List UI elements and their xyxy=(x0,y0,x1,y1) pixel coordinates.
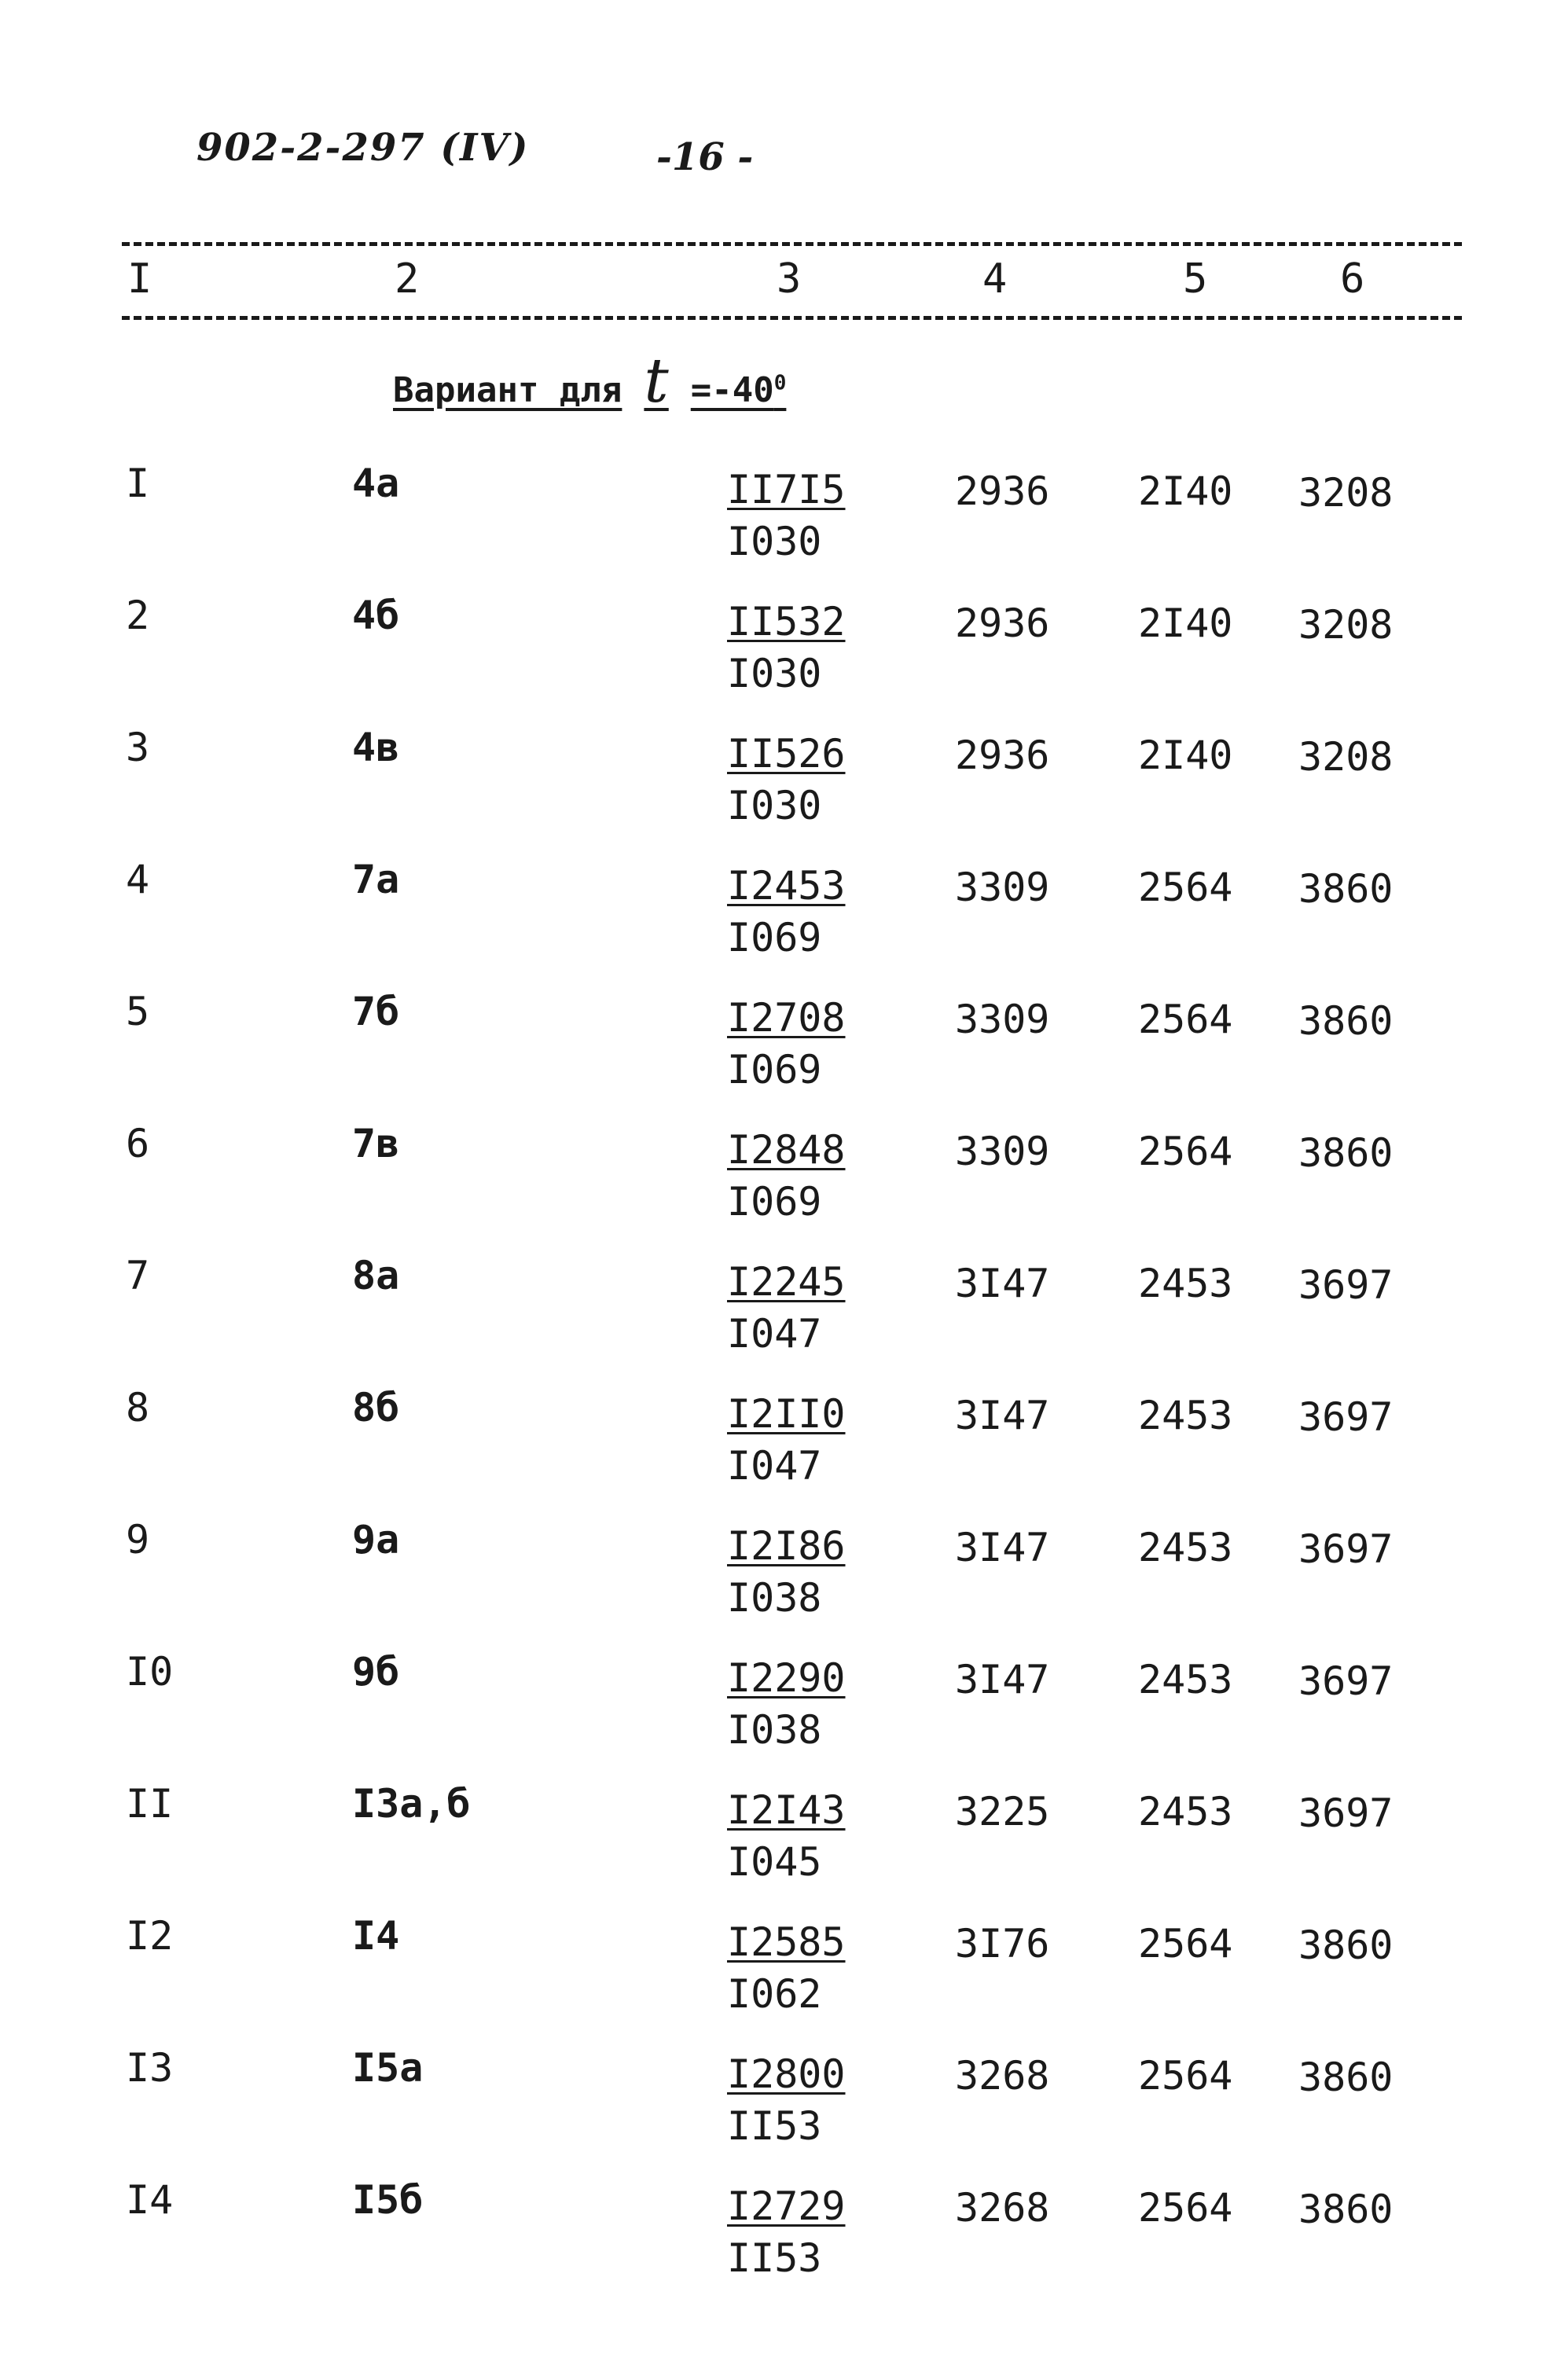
value-col-6: 3697 xyxy=(1298,1790,1394,1836)
fraction-numerator: I2I86 xyxy=(727,1523,846,1569)
value-col-5: 2I40 xyxy=(1138,733,1233,778)
fraction-numerator: I2708 xyxy=(727,995,846,1041)
value-col-6: 3208 xyxy=(1298,470,1394,516)
value-col-4: 3309 xyxy=(955,1129,1050,1174)
fraction-numerator: I2800 xyxy=(727,2051,846,2097)
fraction-denominator: I030 xyxy=(727,651,822,696)
value-col-4: 3309 xyxy=(955,865,1050,910)
row-type: 7б xyxy=(352,989,400,1034)
fraction-denominator: I038 xyxy=(727,1575,822,1621)
fraction-cell xyxy=(727,1127,846,1225)
fraction-cell xyxy=(727,1259,846,1357)
row-number: 5 xyxy=(126,989,150,1034)
fraction-numerator: I2245 xyxy=(727,1259,846,1305)
fraction-cell xyxy=(727,995,846,1093)
value-col-4: 3I47 xyxy=(955,1261,1050,1306)
fraction-cell xyxy=(727,1655,846,1753)
value-col-5: 2564 xyxy=(1138,1129,1233,1174)
column-header-4: 4 xyxy=(982,255,1008,303)
value-col-6: 3697 xyxy=(1298,1658,1394,1704)
row-type: I4 xyxy=(352,1913,400,1959)
value-col-5: 2I40 xyxy=(1138,600,1233,646)
value-col-5: 2453 xyxy=(1138,1525,1233,1570)
fraction-numerator: I2729 xyxy=(727,2183,846,2229)
value-col-6: 3860 xyxy=(1298,866,1394,912)
value-col-6: 3860 xyxy=(1298,1922,1394,1968)
degree-mark: 0 xyxy=(773,371,787,395)
value-col-5: 2564 xyxy=(1138,2053,1233,2099)
fraction-cell xyxy=(727,863,846,960)
row-number: I4 xyxy=(126,2177,174,2223)
header-rule-top xyxy=(122,242,1462,246)
fraction-numerator: I2453 xyxy=(727,863,846,909)
fraction-denominator: I062 xyxy=(727,1971,822,2017)
page-number: -16 - xyxy=(656,135,754,179)
row-type: 7а xyxy=(352,857,400,902)
header-rule-bottom xyxy=(122,316,1462,320)
value-col-5: 2I40 xyxy=(1138,468,1233,514)
fraction-numerator: I2585 xyxy=(727,1919,846,1965)
fraction-denominator: II53 xyxy=(727,2235,822,2281)
value-col-5: 2453 xyxy=(1138,1393,1233,1438)
row-number: 2 xyxy=(126,593,150,638)
variant-heading xyxy=(393,346,786,417)
fraction-denominator: I030 xyxy=(727,519,822,564)
fraction-denominator: I038 xyxy=(727,1707,822,1753)
document-code: 902-2-297 (IV) xyxy=(196,126,530,170)
value-col-4: 2936 xyxy=(955,468,1050,514)
row-number: 6 xyxy=(126,1121,150,1166)
fraction-numerator: I2290 xyxy=(727,1655,846,1701)
variant-value: =-40 xyxy=(690,370,774,410)
fraction-cell xyxy=(727,1391,846,1489)
value-col-4: 2936 xyxy=(955,733,1050,778)
fraction-numerator: II7I5 xyxy=(727,467,846,512)
value-col-5: 2453 xyxy=(1138,1789,1233,1834)
value-col-6: 3860 xyxy=(1298,998,1394,1044)
column-header-6: 6 xyxy=(1340,255,1365,303)
fraction-numerator: II526 xyxy=(727,731,846,777)
column-header-1: I xyxy=(127,255,152,303)
row-number: 4 xyxy=(126,857,150,902)
value-col-5: 2564 xyxy=(1138,865,1233,910)
value-col-4: 3309 xyxy=(955,997,1050,1042)
fraction-numerator: I2848 xyxy=(727,1127,846,1173)
temperature-symbol: t xyxy=(644,346,669,417)
value-col-4: 3I47 xyxy=(955,1393,1050,1438)
value-col-5: 2453 xyxy=(1138,1657,1233,1702)
value-col-6: 3208 xyxy=(1298,734,1394,780)
fraction-cell xyxy=(727,599,846,696)
fraction-numerator: I2I43 xyxy=(727,1787,846,1833)
fraction-cell xyxy=(727,1919,846,2017)
row-number: II xyxy=(126,1781,174,1827)
value-col-4: 3I76 xyxy=(955,1921,1050,1967)
value-col-6: 3208 xyxy=(1298,602,1394,648)
row-type: I3а,б xyxy=(352,1781,471,1827)
fraction-denominator: I030 xyxy=(727,783,822,828)
row-number: I3 xyxy=(126,2045,174,2091)
row-type: I5а xyxy=(352,2045,424,2091)
value-col-4: 3I47 xyxy=(955,1525,1050,1570)
row-number: 7 xyxy=(126,1253,150,1298)
value-col-5: 2564 xyxy=(1138,2185,1233,2231)
column-header-5: 5 xyxy=(1183,255,1208,303)
fraction-denominator: I069 xyxy=(727,915,822,960)
fraction-numerator: II532 xyxy=(727,599,846,644)
fraction-denominator: I047 xyxy=(727,1443,822,1489)
fraction-cell xyxy=(727,1787,846,1885)
fraction-cell xyxy=(727,1523,846,1621)
fraction-numerator: I2II0 xyxy=(727,1391,846,1437)
fraction-cell xyxy=(727,2051,846,2149)
value-col-6: 3697 xyxy=(1298,1526,1394,1572)
fraction-denominator: II53 xyxy=(727,2103,822,2149)
fraction-denominator: I069 xyxy=(727,1047,822,1093)
column-header-3: 3 xyxy=(777,255,802,303)
row-number: 9 xyxy=(126,1517,150,1563)
value-col-4: 2936 xyxy=(955,600,1050,646)
variant-prefix: Вариант для xyxy=(393,370,622,410)
value-col-4: 3225 xyxy=(955,1789,1050,1834)
row-type: 4а xyxy=(352,461,400,506)
value-col-6: 3697 xyxy=(1298,1394,1394,1440)
row-number: 8 xyxy=(126,1385,150,1430)
row-type: 8б xyxy=(352,1385,400,1430)
column-header-2: 2 xyxy=(395,255,420,303)
value-col-4: 3I47 xyxy=(955,1657,1050,1702)
row-type: 4в xyxy=(352,725,400,770)
fraction-cell xyxy=(727,2183,846,2281)
value-col-5: 2564 xyxy=(1138,997,1233,1042)
value-col-5: 2453 xyxy=(1138,1261,1233,1306)
fraction-cell xyxy=(727,467,846,564)
value-col-6: 3860 xyxy=(1298,2055,1394,2100)
row-type: 9б xyxy=(352,1649,400,1695)
value-col-4: 3268 xyxy=(955,2053,1050,2099)
row-number: I xyxy=(126,461,150,506)
row-type: 7в xyxy=(352,1121,400,1166)
value-col-6: 3697 xyxy=(1298,1262,1394,1308)
fraction-cell xyxy=(727,731,846,828)
value-col-5: 2564 xyxy=(1138,1921,1233,1967)
value-col-6: 3860 xyxy=(1298,2187,1394,2232)
value-col-4: 3268 xyxy=(955,2185,1050,2231)
row-type: 9а xyxy=(352,1517,400,1563)
fraction-denominator: I069 xyxy=(727,1179,822,1225)
row-type: 4б xyxy=(352,593,400,638)
row-number: I2 xyxy=(126,1913,174,1959)
row-type: I5б xyxy=(352,2177,424,2223)
value-col-6: 3860 xyxy=(1298,1130,1394,1176)
fraction-denominator: I045 xyxy=(727,1839,822,1885)
row-number: I0 xyxy=(126,1649,174,1695)
row-type: 8а xyxy=(352,1253,400,1298)
fraction-denominator: I047 xyxy=(727,1311,822,1357)
row-number: 3 xyxy=(126,725,150,770)
